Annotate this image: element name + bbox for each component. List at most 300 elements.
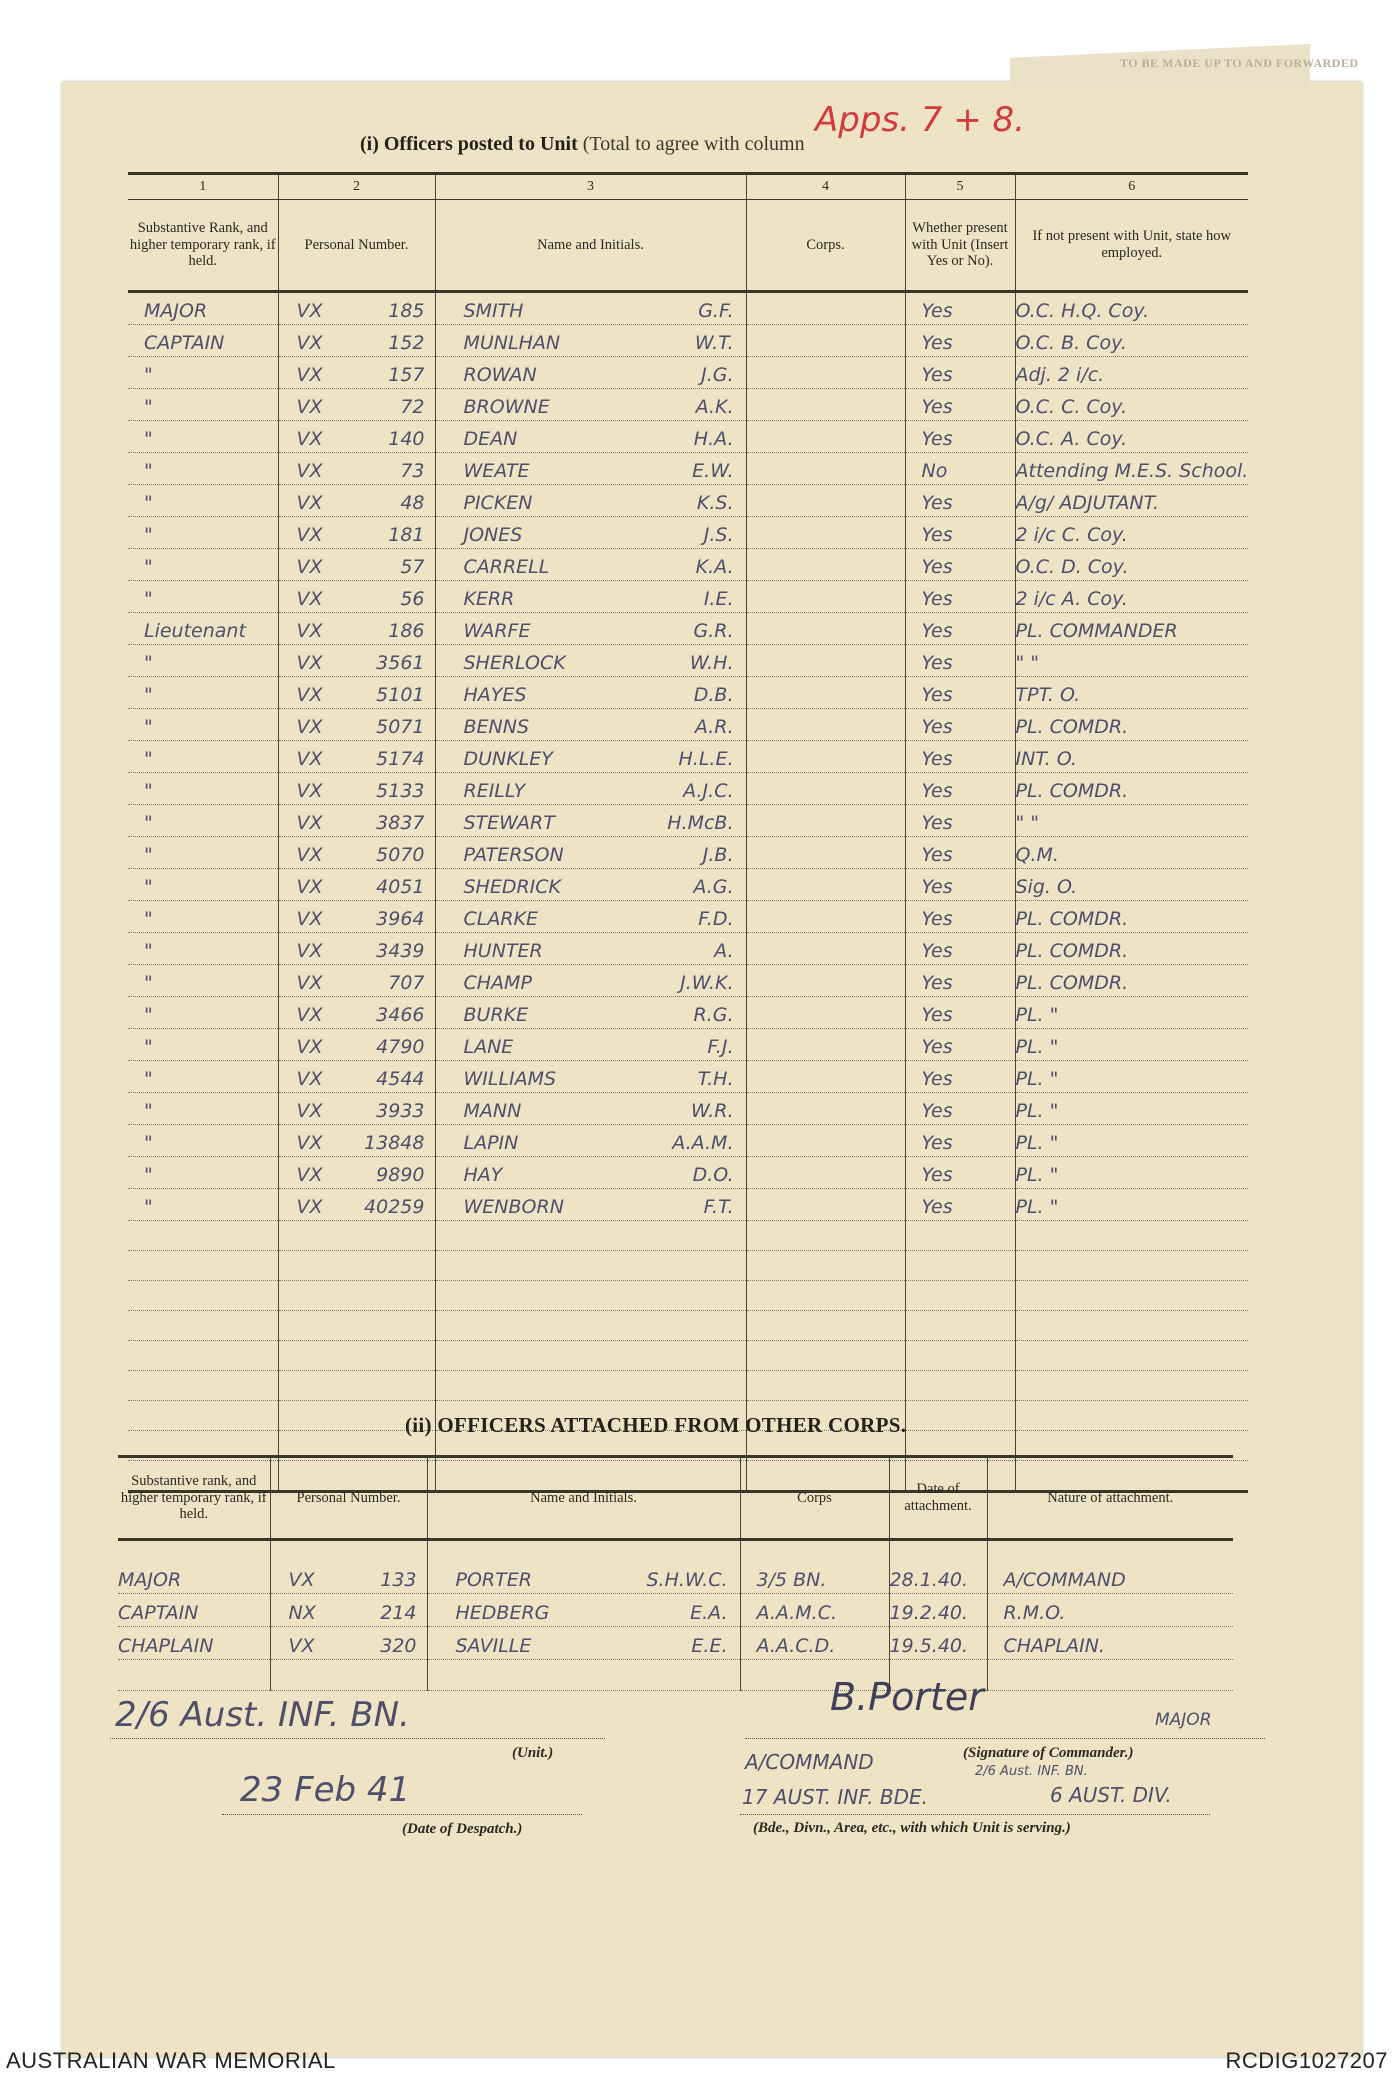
corps-cell: A.A.M.C. [740,1594,889,1627]
number-cell-b: 152 [388,332,425,354]
number-cell-a: VX [296,1036,323,1058]
name-cell [435,1157,746,1189]
table-row [118,1561,1233,1594]
employed-cell: O.C. A. Coy. [1015,421,1248,453]
present-cell: Yes [905,741,1015,773]
name-cell-a: ROWAN [463,364,537,386]
number-cell-b: 5070 [376,844,425,866]
nature-cell: R.M.O. [987,1594,1233,1627]
name-cell-b: G.R. [693,620,734,642]
table-row [128,1061,1248,1093]
employed-cell: TPT. O. [1015,677,1248,709]
corps-cell [746,292,905,325]
number-cell [278,389,435,421]
rank-cell [128,1401,278,1431]
employed-cell: O.C. C. Coy. [1015,389,1248,421]
table-row [128,485,1248,517]
number-cell-a: VX [296,748,323,770]
number-cell-a: VX [296,1068,323,1090]
number-cell [278,1093,435,1125]
name-cell [435,1281,746,1311]
number-cell [278,485,435,517]
corps-cell [746,933,905,965]
name-cell-a: SMITH [463,300,524,322]
corps-cell [746,1189,905,1221]
number-cell [270,1594,427,1627]
present-cell [905,1281,1015,1311]
number-cell [278,1029,435,1061]
number-cell-a: VX [296,460,323,482]
employed-cell: PL. " [1015,1157,1248,1189]
name-cell-b: H.A. [693,428,734,450]
spacer-cell [427,1540,740,1562]
name-cell [435,933,746,965]
corps-cell [746,1221,905,1251]
number-cell-b: 707 [388,972,425,994]
number-cell [278,805,435,837]
number-cell-a: VX [296,716,323,738]
employed-cell: Sig. O. [1015,869,1248,901]
present-cell [905,1371,1015,1401]
brigade-label: (Bde., Divn., Area, etc., with which Unit is serving.) [753,1820,1071,1836]
table-row [128,1125,1248,1157]
present-cell: Yes [905,997,1015,1029]
name-cell [427,1594,740,1627]
table-row [128,389,1248,421]
t2-header-date: Date of attachment. [889,1457,987,1540]
corps-cell [746,997,905,1029]
name-cell-a: WILLIAMS [463,1068,557,1090]
col-header-present: Whether present with Unit (Insert Yes or No). [905,200,1015,292]
name-cell-b: A. [714,940,734,962]
name-cell [435,453,746,485]
rank-cell: " [128,1029,278,1061]
footer-record-id: RCDIG1027207 [1225,2048,1388,2073]
number-cell [278,997,435,1029]
number-cell-b: 72 [400,396,425,418]
employed-cell: " " [1015,645,1248,677]
rank-cell: CAPTAIN [128,325,278,357]
present-cell: Yes [905,1093,1015,1125]
rank-cell: " [128,485,278,517]
corps-cell [746,805,905,837]
table-row [118,1660,1233,1691]
number-cell-a: VX [296,332,323,354]
number-cell-a: VX [296,844,323,866]
employed-cell: PL. COMDR. [1015,965,1248,997]
number-cell-a: VX [296,940,323,962]
number-cell [278,613,435,645]
rank-cell: " [128,869,278,901]
name-cell-a: HEDBERG [455,1602,550,1624]
corps-cell [746,901,905,933]
table-row [128,901,1248,933]
number-cell [278,677,435,709]
number-cell [278,741,435,773]
corps-cell [746,549,905,581]
name-cell [435,1125,746,1157]
rank-cell: " [128,741,278,773]
rank-cell: " [128,997,278,1029]
name-cell-b: F.T. [703,1196,734,1218]
name-cell [435,1061,746,1093]
number-cell-b: 5174 [376,748,425,770]
name-cell [427,1627,740,1660]
col-header-rank: Substantive Rank, and higher temporary rank, if held. [128,200,278,292]
number-cell [278,581,435,613]
corps-cell [746,965,905,997]
corps-cell [746,1125,905,1157]
present-cell: Yes [905,581,1015,613]
name-cell-a: BENNS [463,716,530,738]
unit-line [110,1738,605,1739]
number-cell-a: VX [296,364,323,386]
present-cell: Yes [905,292,1015,325]
employed-cell: Q.M. [1015,837,1248,869]
rank-cell [118,1660,270,1691]
name-cell [435,1221,746,1251]
table-row [128,1221,1248,1251]
rank-cell [128,1221,278,1251]
rank-cell [128,1371,278,1401]
brigade-value: 17 AUST. INF. BDE. [742,1785,928,1809]
number-cell [278,709,435,741]
number-cell-a: VX [296,908,323,930]
number-cell-a: VX [296,812,323,834]
table-row [128,1093,1248,1125]
number-cell [278,1311,435,1341]
name-cell-a: HAY [463,1164,503,1186]
rank-cell: " [128,1157,278,1189]
number-cell-a: VX [296,684,323,706]
name-cell [435,1029,746,1061]
name-cell-a: DUNKLEY [463,748,553,770]
present-cell: Yes [905,1189,1015,1221]
number-cell-a: VX [296,780,323,802]
present-cell: Yes [905,1157,1015,1189]
present-cell [905,1311,1015,1341]
col-number-1: 1 [128,174,278,200]
nature-cell [987,1660,1233,1691]
present-cell: Yes [905,773,1015,805]
name-cell [435,773,746,805]
table-row [118,1627,1233,1660]
name-cell-a: MUNLHAN [463,332,561,354]
name-cell-b: T.H. [697,1068,734,1090]
present-cell: Yes [905,389,1015,421]
name-cell [435,581,746,613]
present-cell: Yes [905,933,1015,965]
employed-cell: INT. O. [1015,741,1248,773]
t2-header-rank: Substantive rank, and higher temporary rank, if held. [118,1457,270,1540]
corps-cell [746,357,905,389]
col-header-number: Personal Number. [278,200,435,292]
section1-title-main: (i) Officers posted to Unit [360,133,578,155]
name-cell [435,965,746,997]
name-cell-a: WENBORN [463,1196,564,1218]
rank-cell: " [128,517,278,549]
table-row [128,357,1248,389]
employed-cell [1015,1281,1248,1311]
present-cell: Yes [905,1125,1015,1157]
name-cell-b: F.D. [698,908,734,930]
corps-cell: 3/5 BN. [740,1561,889,1594]
date-label: (Date of Despatch.) [402,1821,523,1837]
table-row [128,709,1248,741]
name-cell-b: H.L.E. [678,748,734,770]
name-cell-b: D.B. [693,684,734,706]
name-cell-b: K.A. [695,556,734,578]
corps-cell [746,613,905,645]
employed-cell: Attending M.E.S. School. [1015,453,1248,485]
name-cell-b: S.H.W.C. [646,1569,728,1591]
rank-cell: " [128,677,278,709]
present-cell: Yes [905,357,1015,389]
table-row [128,1029,1248,1061]
spacer-cell [987,1540,1233,1562]
corps-cell [746,389,905,421]
number-cell-b: 3439 [376,940,425,962]
present-cell: Yes [905,549,1015,581]
rank-cell [128,1341,278,1371]
name-cell-b: A.J.C. [683,780,734,802]
name-cell-a: WARFE [463,620,531,642]
spacer-row [118,1540,1233,1562]
employed-cell: O.C. B. Coy. [1015,325,1248,357]
rank-cell: CHAPLAIN [118,1627,270,1660]
name-cell [435,1093,746,1125]
name-cell-b: J.G. [701,364,734,386]
corps-cell [746,645,905,677]
name-cell-b: J.W.K. [680,972,734,994]
employed-cell: PL. " [1015,1061,1248,1093]
name-cell-a: SHERLOCK [463,652,566,674]
name-cell-a: CLARKE [463,908,539,930]
table-row [128,292,1248,325]
name-cell-a: BROWNE [463,396,550,418]
rank-cell: " [128,357,278,389]
table-row [128,613,1248,645]
present-cell: No [905,453,1015,485]
footer-archive-name: AUSTRALIAN WAR MEMORIAL [6,2048,336,2073]
rank-cell: " [128,1061,278,1093]
name-cell-a: BURKE [463,1004,529,1026]
number-cell-b: 5071 [376,716,425,738]
name-cell [435,869,746,901]
number-cell-a: VX [296,1100,323,1122]
employed-cell [1015,1341,1248,1371]
table-row [128,325,1248,357]
section1-title [360,133,805,156]
name-cell [435,357,746,389]
name-cell-b: I.E. [703,588,734,610]
name-cell-b: K.S. [696,492,734,514]
present-cell [905,1221,1015,1251]
employed-cell [1015,1221,1248,1251]
present-cell [905,1401,1015,1431]
signature-label: (Signature of Commander.) [963,1745,1134,1761]
rank-cell [128,1281,278,1311]
number-cell-b: 181 [388,524,425,546]
present-cell: Yes [905,325,1015,357]
rank-cell: " [128,645,278,677]
table-row [128,837,1248,869]
rank-cell: " [128,965,278,997]
name-cell-a: SHEDRICK [463,876,562,898]
number-cell-b: 157 [388,364,425,386]
col-number-2: 2 [278,174,435,200]
number-cell-a: VX [296,1132,323,1154]
name-cell [435,1371,746,1401]
corps-cell [746,1157,905,1189]
name-cell-a: LAPIN [463,1132,519,1154]
number-cell-b: 5101 [376,684,425,706]
name-cell-b: A.K. [695,396,734,418]
number-cell-a: VX [296,556,323,578]
table-row [128,421,1248,453]
number-cell-b: 3964 [376,908,425,930]
spacer-cell [118,1540,270,1562]
corps-cell [746,581,905,613]
employed-cell: PL. COMDR. [1015,773,1248,805]
number-cell-a: VX [296,492,323,514]
corps-cell [746,325,905,357]
name-cell-a: SAVILLE [455,1635,532,1657]
present-cell: Yes [905,709,1015,741]
name-cell-a: PORTER [455,1569,532,1591]
employed-cell: PL. " [1015,1029,1248,1061]
corps-cell [746,421,905,453]
rank-cell: CAPTAIN [118,1594,270,1627]
corps-cell [746,1341,905,1371]
name-cell-b: R.G. [693,1004,734,1026]
table-row [128,549,1248,581]
date-cell: 19.5.40. [889,1627,987,1660]
spacer-cell [889,1540,987,1562]
table-row [128,1371,1248,1401]
present-cell: Yes [905,421,1015,453]
table-row [128,1157,1248,1189]
number-cell-b: 4790 [376,1036,425,1058]
corps-cell [746,1251,905,1281]
name-cell-b: E.A. [690,1602,728,1624]
col-number-5: 5 [905,174,1015,200]
number-cell [278,965,435,997]
employed-cell: PL. COMDR. [1015,933,1248,965]
rank-cell: " [128,1093,278,1125]
table-row [128,1189,1248,1221]
number-cell [278,357,435,389]
number-cell-a: VX [296,300,323,322]
name-cell [435,645,746,677]
number-cell-b: 56 [400,588,425,610]
name-cell-b: D.O. [692,1164,734,1186]
number-cell-a: VX [296,652,323,674]
table-row [128,1341,1248,1371]
number-cell-b: 57 [400,556,425,578]
number-cell-a: VX [296,396,323,418]
rank-cell: Lieutenant [128,613,278,645]
number-cell-b: 185 [388,300,425,322]
table-row [128,677,1248,709]
name-cell-a: KERR [463,588,515,610]
number-cell-a: VX [296,972,323,994]
table-row [128,645,1248,677]
corps-cell [746,773,905,805]
spacer-cell [270,1540,427,1562]
signature-line [745,1738,1265,1739]
col-number-3: 3 [435,174,746,200]
number-cell [278,901,435,933]
rank-cell: " [128,549,278,581]
command-note: A/COMMAND [745,1750,874,1774]
name-cell-a: PICKEN [463,492,533,514]
number-cell-b: 4544 [376,1068,425,1090]
number-cell [278,1221,435,1251]
number-cell [278,325,435,357]
unit-label: (Unit.) [512,1745,554,1761]
col-header-name: Name and Initials. [435,200,746,292]
rank-cell: " [128,901,278,933]
corps-cell [746,517,905,549]
number-cell [278,421,435,453]
table-row [118,1594,1233,1627]
rank-cell: " [128,773,278,805]
table-row [128,741,1248,773]
rank-cell: " [128,709,278,741]
table-row [128,965,1248,997]
employed-cell: PL. " [1015,1125,1248,1157]
rank-cell: " [128,1125,278,1157]
name-cell [435,997,746,1029]
name-cell-b: F.J. [707,1036,734,1058]
employed-cell [1015,1401,1248,1431]
name-cell [435,901,746,933]
unit-value: 2/6 Aust. INF. BN. [115,1695,410,1735]
name-cell-a: HUNTER [463,940,543,962]
name-cell-b: E.W. [692,460,734,482]
name-cell [435,549,746,581]
table-row [128,453,1248,485]
officers-attached-table [118,1455,1233,1691]
rank-cell: " [128,421,278,453]
name-cell-a: MANN [463,1100,522,1122]
unit-note: 2/6 Aust. INF. BN. [975,1764,1088,1779]
name-cell [435,485,746,517]
t2-header-nature: Nature of attachment. [987,1457,1233,1540]
number-cell-a: VX [296,428,323,450]
number-cell-a: NX [288,1602,316,1624]
name-cell-b: J.B. [702,844,734,866]
corps-cell [746,869,905,901]
employed-cell: Adj. 2 i/c. [1015,357,1248,389]
table-row [128,1311,1248,1341]
col-number-4: 4 [746,174,905,200]
name-cell [435,421,746,453]
number-cell-b: 133 [380,1569,417,1591]
employed-cell: PL. " [1015,997,1248,1029]
number-cell [278,549,435,581]
number-cell-a: VX [288,1569,315,1591]
table-row [128,805,1248,837]
name-cell [435,1251,746,1281]
table-row [128,933,1248,965]
col-header-corps: Corps. [746,200,905,292]
employed-cell [1015,1311,1248,1341]
name-cell-a: CARRELL [463,556,550,578]
name-cell [427,1561,740,1594]
name-cell [435,325,746,357]
